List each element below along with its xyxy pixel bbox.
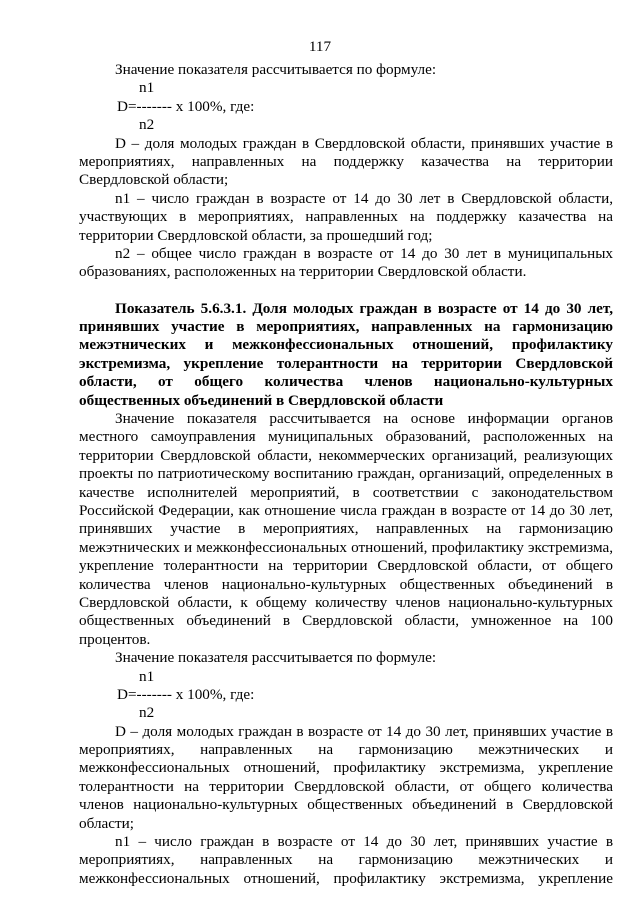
description-line: Российской Федерации, как отношение числа граждан в возрасте от 14 до 30 лет, [79, 501, 613, 519]
description-line: количества членов национально-культурных общественных объединений в [79, 575, 613, 593]
definition-d-line: Свердловской области; [79, 171, 229, 189]
definition-d-line: области; [79, 814, 134, 832]
description-line: общественных объединений в Свердловской области, умноженное на 100 [79, 612, 613, 630]
formula-expression: D=------- х 100%, где: [117, 685, 255, 703]
indicator-heading-line: области, от общего количества членов национально-культурных [79, 373, 613, 391]
formula-intro: Значение показателя рассчитывается по формуле: [115, 61, 437, 78]
page-content [79, 61, 613, 888]
indicator-heading-line: межэтнических и межконфессиональных отношений, профилактику [79, 336, 613, 354]
definition-d-line: толерантности на территории Свердловской области, от общего количества [79, 777, 613, 795]
definition-n1-line: межконфессиональных отношений, профилактику экстремизма, укрепление [79, 869, 613, 887]
indicator-heading-line: принявших участие в мероприятиях, направленных на гармонизацию [79, 318, 613, 336]
definition-d-line: мероприятиях, направленных на гармонизацию межэтнических и [79, 741, 613, 759]
page-number: 117 [308, 38, 332, 55]
formula-denominator: n2 [139, 704, 155, 722]
definition-n2-line: n2 – общее число граждан в возрасте от 14 до 30 лет в муниципальных [115, 244, 613, 262]
description-line: укрепление толерантности на территории Свердловской области, от общего [79, 557, 613, 575]
section-gap [79, 282, 613, 300]
indicator-heading-line: общественных объединений в Свердловской области [79, 391, 444, 409]
formula-intro: Значение показателя рассчитывается по формуле: [115, 649, 437, 667]
indicator-heading-line: Показатель 5.6.3.1. Доля молодых граждан в возрасте от 14 до 30 лет, [115, 299, 613, 317]
definition-n1-line: n1 – число граждан в возрасте от 14 до 30 лет в Свердловской области, [115, 189, 613, 207]
description-line: процентов. [79, 630, 151, 648]
description-line: территории Свердловской области, некоммерческих организаций, реализующих [79, 446, 613, 464]
indicator-heading-line: экстремизма, укрепление толерантности на территории Свердловской [79, 354, 613, 372]
description-line: межэтнических и межконфессиональных отношений, профилактику экстремизма, [79, 538, 613, 556]
definition-n2-line: образованиях, расположенных на территории Свердловской области. [79, 263, 527, 281]
description-line: местного самоуправления муниципальных образований, расположенных на [79, 428, 613, 446]
definition-d-line: межконфессиональных отношений, профилактику экстремизма, укрепление [79, 759, 613, 777]
definition-d-line: мероприятиях, направленных на поддержку казачества на территории [79, 152, 613, 170]
formula-numerator: n1 [139, 79, 155, 97]
description-line: проекты по патриотическому воспитанию граждан, организаций, определенных в [79, 465, 613, 483]
definition-d-line: D – доля молодых граждан в возрасте от 14 до 30 лет, принявших участие в [115, 722, 613, 740]
formula-denominator: n2 [139, 116, 155, 134]
description-line: Значение показателя рассчитывается на основе информации органов [115, 410, 613, 428]
description-line: Свердловской области, к общему количеству членов национально-культурных [79, 593, 613, 611]
definition-d-line: членов национально-культурных общественных объединений в Свердловской [79, 796, 613, 814]
definition-n1-line: участвующих в мероприятиях, направленных на поддержку казачества на [79, 208, 613, 226]
definition-n1-line: n1 – число граждан в возрасте от 14 до 30 лет, принявших участие в [115, 833, 613, 851]
definition-d-line: D – доля молодых граждан в Свердловской области, принявших участие в [115, 134, 613, 152]
definition-n1-line: территории Свердловской области, за прошедший год; [79, 226, 433, 244]
description-line: качестве исполнителей мероприятий, в соответствии с законодательством [79, 483, 613, 501]
formula-expression: D=------- х 100%, где: [117, 97, 255, 115]
definition-n1-line: мероприятиях, направленных на гармонизацию межэтнических и [79, 851, 613, 869]
description-line: принявших участие в мероприятиях, направленных на гармонизацию [79, 520, 613, 538]
formula-numerator: n1 [139, 667, 155, 685]
